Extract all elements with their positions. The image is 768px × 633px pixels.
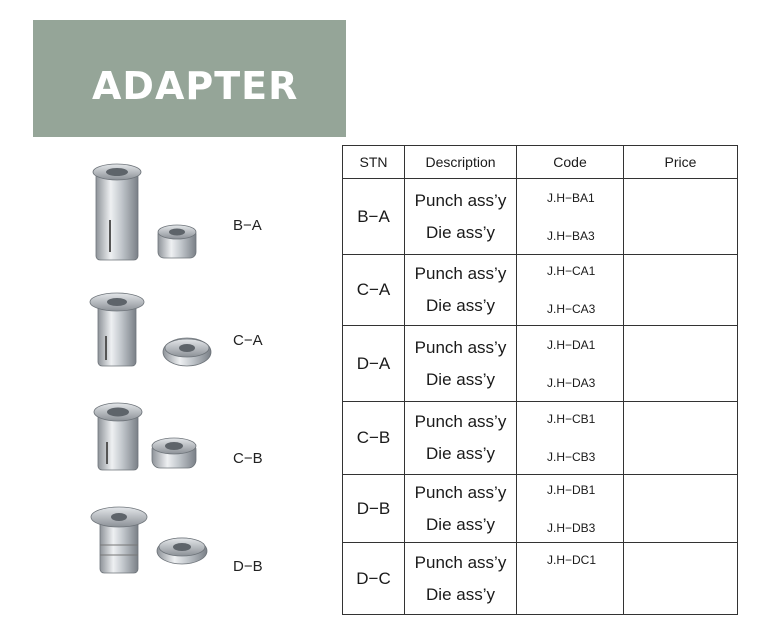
cell-stn: C−B (343, 402, 405, 475)
code-1: J.H−BA1 (547, 190, 595, 205)
cell-code (517, 326, 624, 402)
desc-punch: Punch ass’y (414, 264, 507, 283)
cell-stn: C−A (343, 255, 405, 326)
title-banner (33, 20, 346, 137)
code-2: J.H−CA3 (547, 302, 596, 316)
product-label: C−A (233, 332, 263, 349)
desc-die: Die ass’y (426, 584, 495, 604)
cell-description (405, 255, 517, 326)
desc-die: Die ass’y (426, 444, 495, 463)
cell-description (405, 326, 517, 402)
cell-price (624, 475, 738, 543)
cell-code (517, 475, 624, 543)
product-b-a (80, 160, 300, 260)
adapter-d-b-image (80, 505, 220, 575)
table-row (343, 255, 738, 326)
code-2 (547, 591, 623, 605)
adapter-c-a-image (80, 290, 220, 375)
table-row (343, 402, 738, 475)
code-2: J.H−CB3 (547, 450, 596, 464)
cell-description (405, 543, 517, 615)
cell-description (405, 475, 517, 543)
adapter-c-b-image (80, 398, 220, 478)
page-title: ADAPTER (92, 64, 299, 108)
header-description: Description (405, 146, 517, 179)
header-price: Price (624, 146, 738, 179)
product-c-a (80, 290, 300, 390)
table-row (343, 475, 738, 543)
desc-die: Die ass’y (426, 222, 495, 242)
product-d-b (80, 505, 300, 605)
desc-die: Die ass’y (426, 296, 495, 315)
code-1: J.H−DC1 (547, 552, 597, 567)
adapter-b-a-image (80, 160, 220, 265)
product-label: C−B (233, 450, 263, 467)
table-header-row (343, 146, 738, 179)
header-code: Code (517, 146, 624, 179)
cell-stn: D−A (343, 326, 405, 402)
cell-stn: B−A (343, 179, 405, 255)
cell-code (517, 402, 624, 475)
cell-price (624, 543, 738, 615)
desc-die: Die ass’y (426, 369, 495, 389)
code-1: J.H−DB1 (547, 482, 596, 497)
price-table (342, 145, 738, 615)
code-1: J.H−DA1 (547, 337, 596, 352)
table-row (343, 326, 738, 402)
cell-price (624, 326, 738, 402)
cell-code (517, 255, 624, 326)
desc-punch: Punch ass’y (414, 190, 507, 210)
product-label: B−A (233, 217, 262, 234)
cell-code (517, 543, 624, 615)
desc-die: Die ass’y (426, 514, 495, 534)
code-1: J.H−CA1 (547, 264, 596, 278)
desc-punch: Punch ass’y (414, 412, 507, 431)
code-2: J.H−DA3 (547, 375, 596, 390)
cell-price (624, 179, 738, 255)
code-1: J.H−CB1 (547, 412, 596, 426)
cell-description (405, 179, 517, 255)
header-stn: STN (343, 146, 405, 179)
table-row (343, 179, 738, 255)
table-row (343, 543, 738, 615)
desc-punch: Punch ass’y (414, 482, 507, 502)
code-2: J.H−BA3 (547, 228, 595, 243)
product-label: D−B (233, 558, 263, 575)
desc-punch: Punch ass’y (414, 552, 507, 572)
cell-description (405, 402, 517, 475)
cell-stn: D−C (343, 543, 405, 615)
desc-punch: Punch ass’y (414, 337, 507, 357)
product-c-b (80, 398, 300, 498)
cell-price (624, 255, 738, 326)
code-2: J.H−DB3 (547, 520, 596, 535)
cell-price (624, 402, 738, 475)
cell-code (517, 179, 624, 255)
cell-stn: D−B (343, 475, 405, 543)
